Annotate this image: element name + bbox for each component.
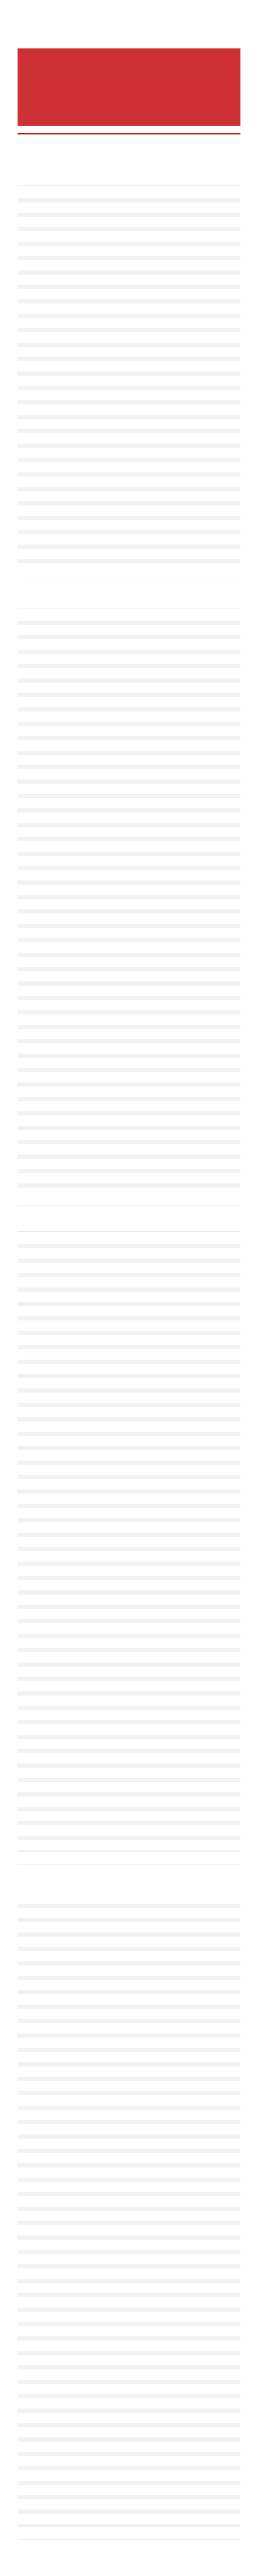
document-page [18, 1231, 240, 1865]
document-page [18, 2566, 240, 2576]
document-page [18, 185, 240, 582]
document-page [18, 1891, 240, 2540]
red-rule [18, 133, 240, 134]
header-block [18, 48, 240, 126]
document-page [18, 608, 240, 1206]
